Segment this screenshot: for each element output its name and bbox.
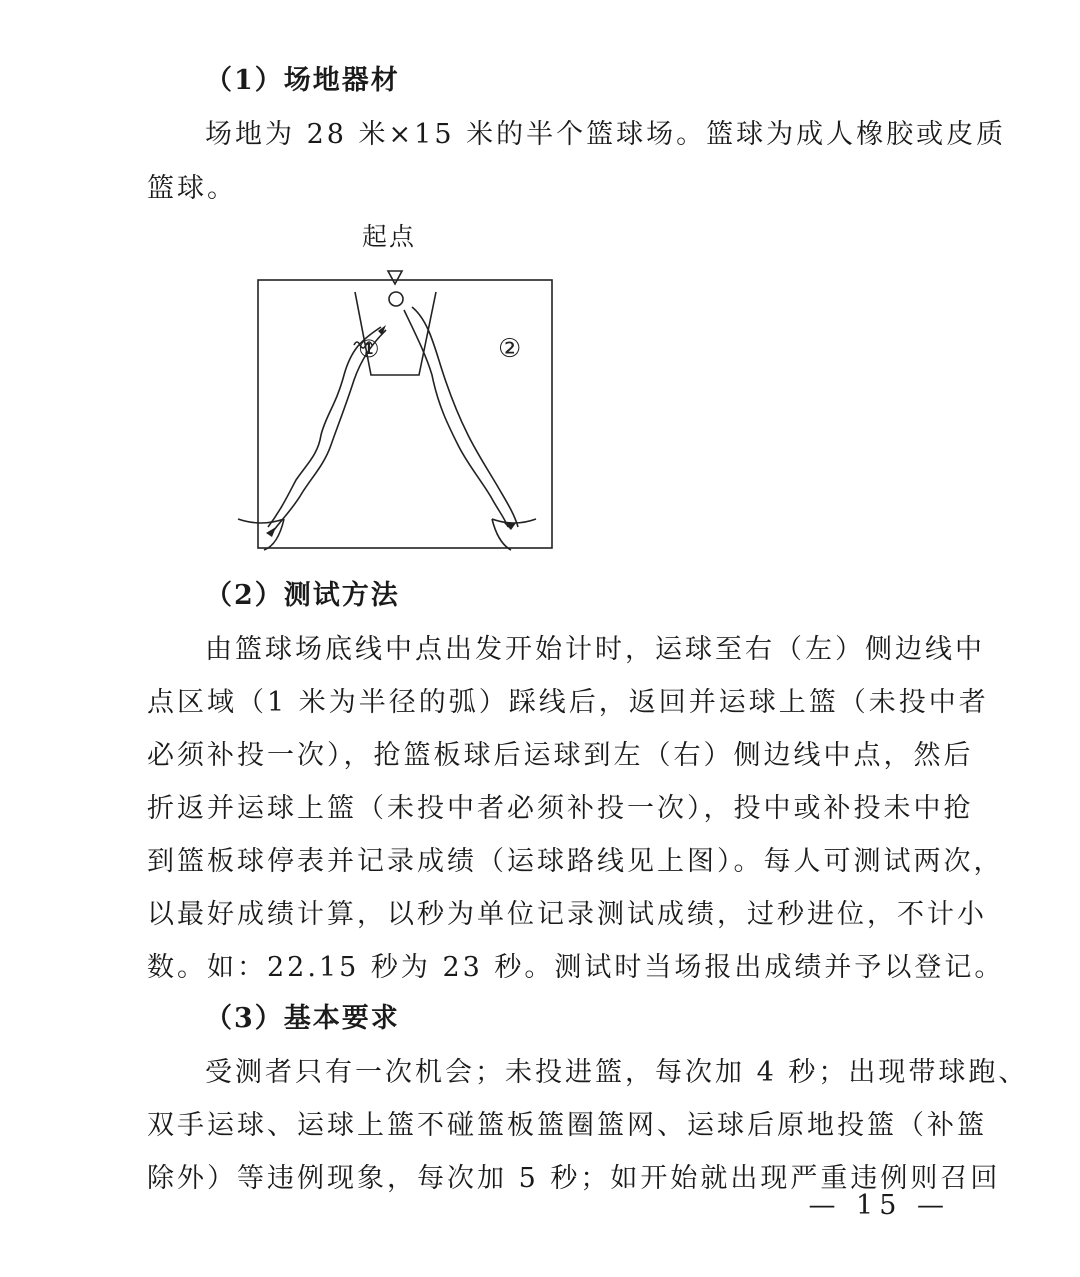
basket-hoop bbox=[389, 292, 403, 306]
page-number: — 15 — bbox=[808, 1190, 950, 1221]
section-1-heading: （1）场地器材 bbox=[205, 65, 400, 96]
section-2-line-1: 由篮球场底线中点出发开始计时，运球至右（左）侧边线中 bbox=[205, 634, 985, 665]
lane-arrowhead-icon bbox=[378, 325, 386, 335]
down-triangle-icon bbox=[388, 271, 402, 284]
section-3-line-3: 除外）等违例现象，每次加 5 秒；如开始就出现严重违例则召回 bbox=[147, 1163, 1001, 1194]
left-sideline-arc bbox=[238, 519, 284, 550]
section-2-line-3: 必须补投一次），抢篮板球后运球到左（右）侧边线中点，然后 bbox=[147, 740, 974, 771]
section-2-line-5: 到篮板球停表并记录成绩（运球路线见上图）。每人可测试两次， bbox=[147, 846, 1004, 877]
right-arrowhead-icon bbox=[504, 523, 516, 530]
section-2-line-2: 点区域（1 米为半径的弧）踩线后，返回并运球上篮（未投中者 bbox=[147, 687, 989, 718]
section-3-heading: （3）基本要求 bbox=[205, 1003, 400, 1034]
half-court-outline bbox=[258, 280, 552, 548]
dribble-route-diagram bbox=[236, 265, 566, 555]
right-dribble-path-outer bbox=[404, 310, 508, 527]
left-arrowhead-icon bbox=[266, 527, 276, 537]
marker-1: ① bbox=[358, 335, 380, 363]
section-2-line-7: 数。如：22.15 秒为 23 秒。测试时当场报出成绩并予以登记。 bbox=[147, 952, 1005, 983]
section-2-line-6: 以最好成绩计算，以秒为单位记录测试成绩，过秒进位，不计小 bbox=[147, 899, 987, 930]
start-point-label: 起点 bbox=[362, 222, 417, 251]
section-1-line-1: 场地为 28 米×15 米的半个篮球场。篮球为成人橡胶或皮质 bbox=[205, 119, 1007, 150]
marker-2: ② bbox=[498, 334, 522, 364]
section-1-line-2: 篮球。 bbox=[147, 173, 237, 204]
section-3-line-1: 受测者只有一次机会；未投进篮，每次加 4 秒；出现带球跑、 bbox=[205, 1057, 1029, 1088]
section-2-heading: （2）测试方法 bbox=[205, 580, 400, 611]
section-2-line-4: 折返并运球上篮（未投中者必须补投一次），投中或补投未中抢 bbox=[147, 793, 974, 824]
section-3-line-2: 双手运球、运球上篮不碰篮板篮圈篮网、运球后原地投篮（补篮 bbox=[147, 1110, 987, 1141]
